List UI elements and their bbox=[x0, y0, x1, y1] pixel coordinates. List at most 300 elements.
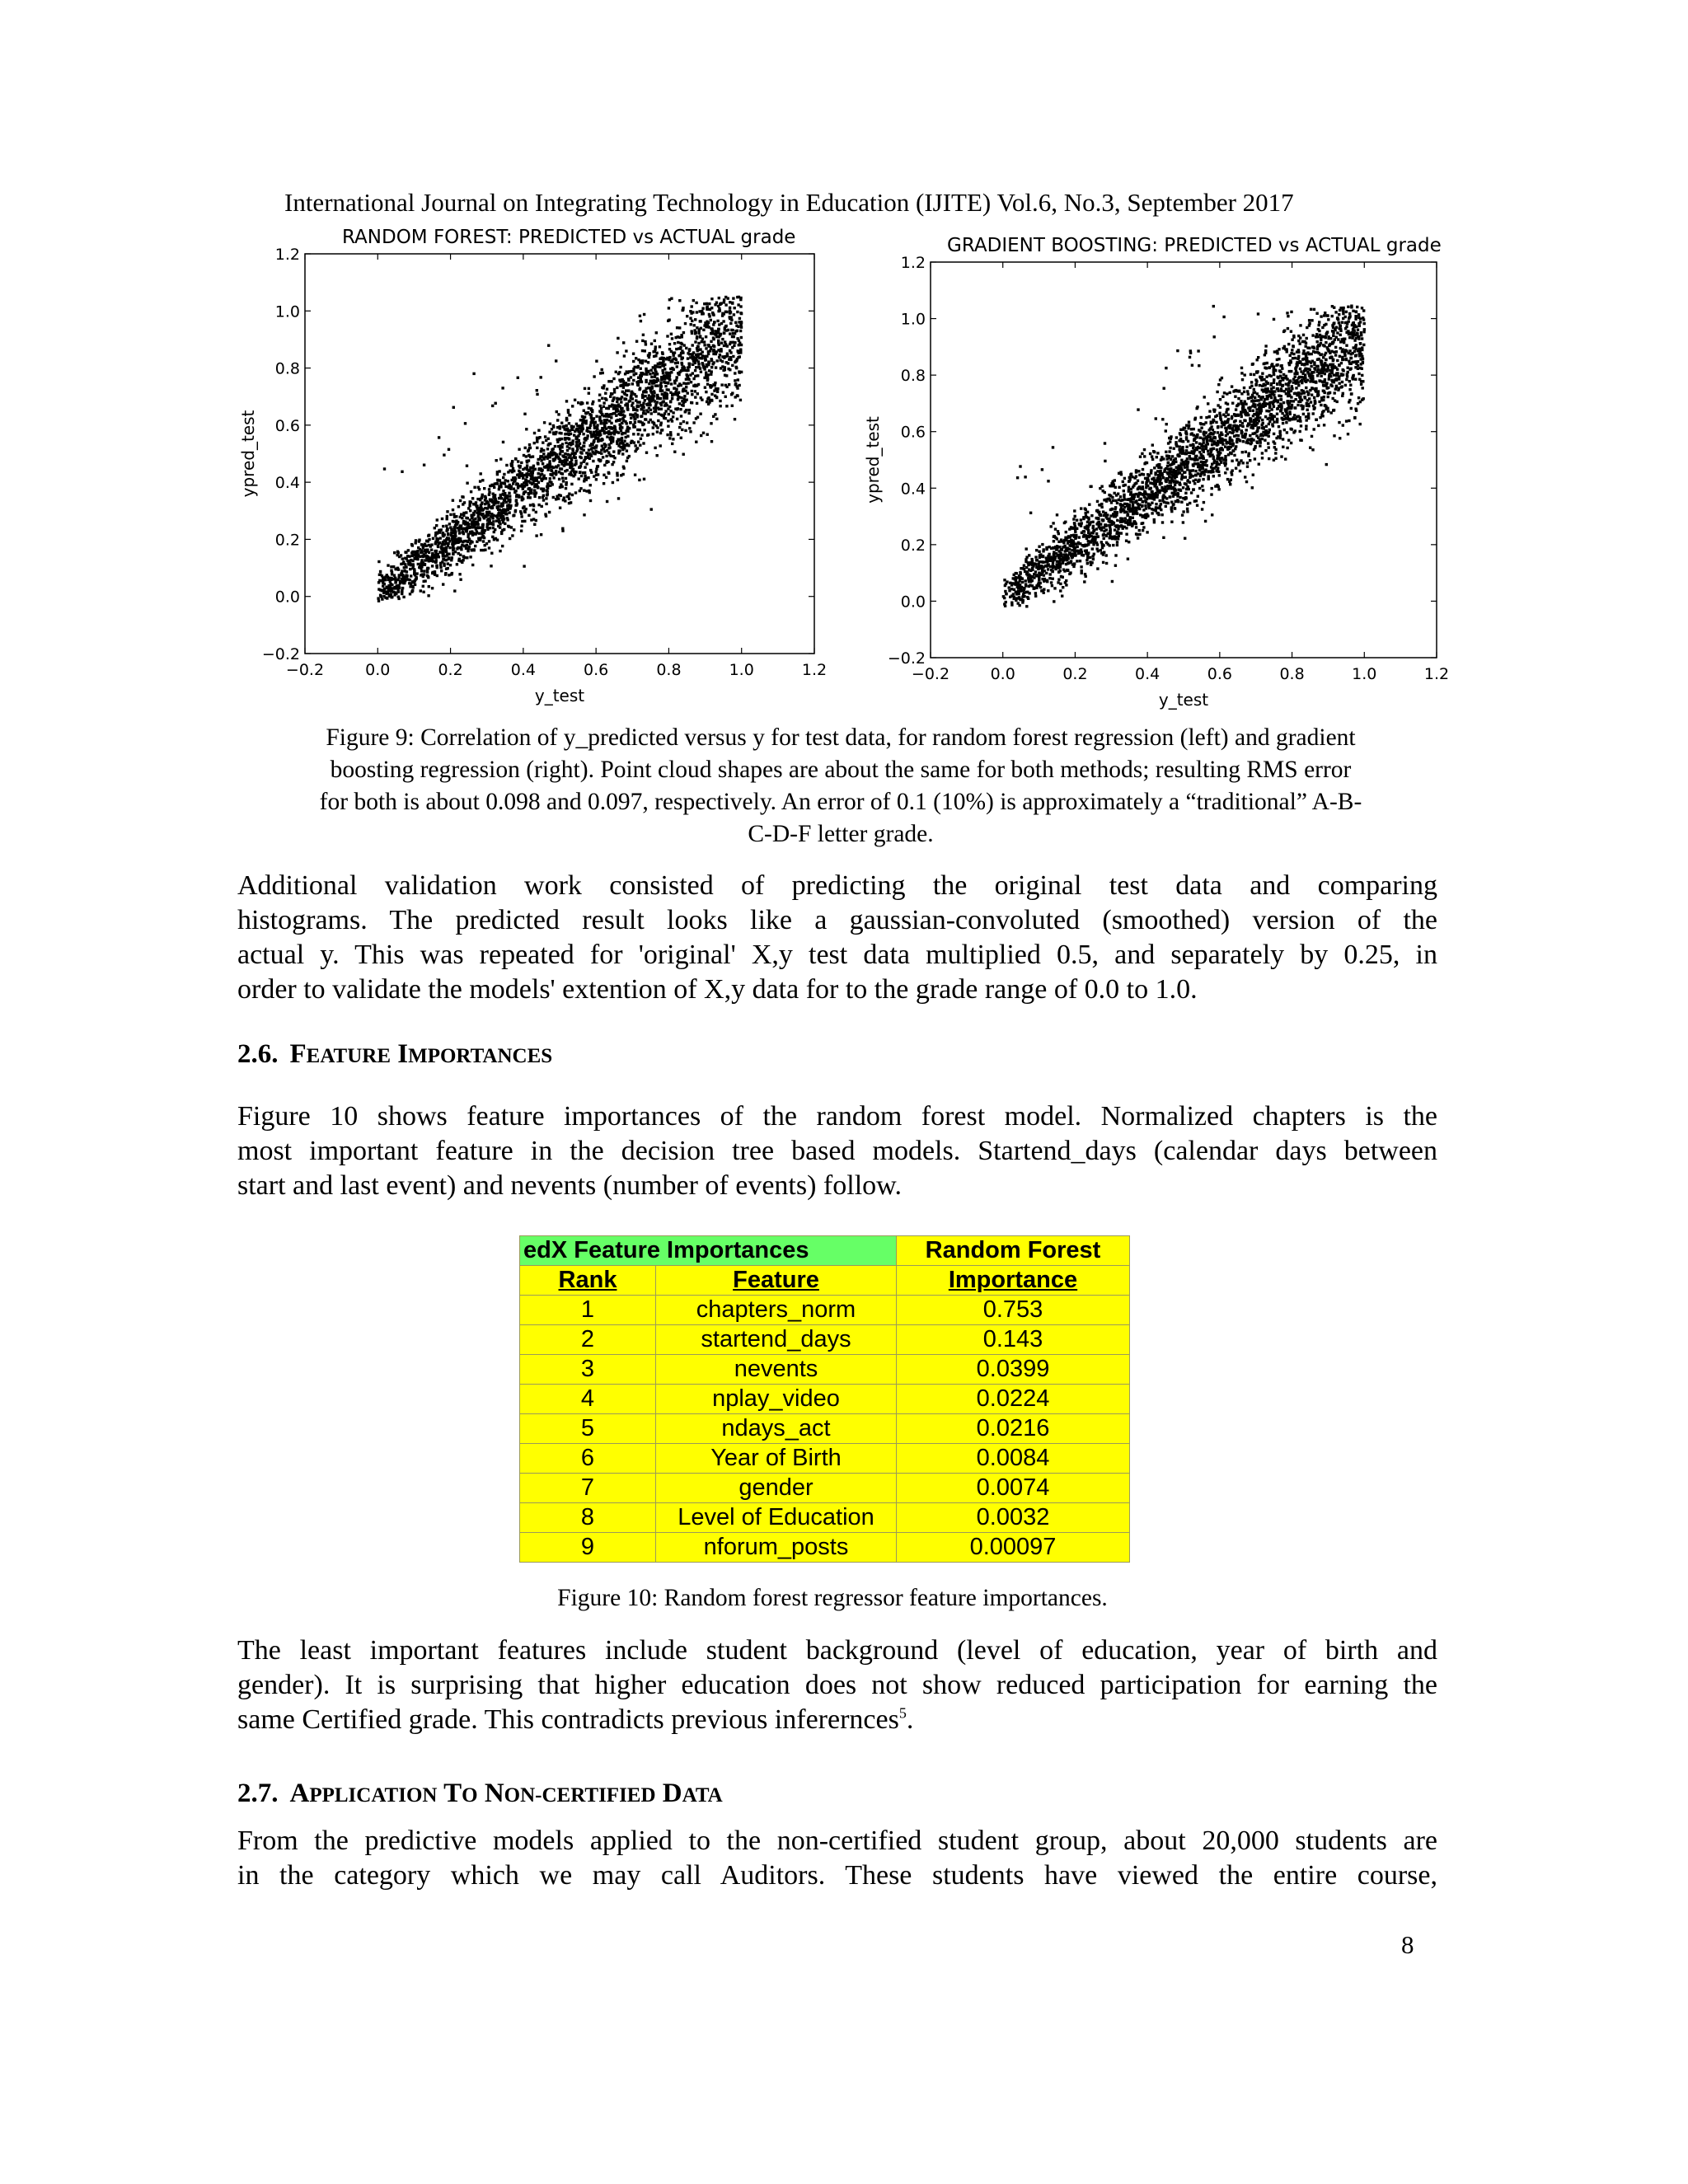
scatter-point bbox=[462, 541, 464, 543]
scatter-point bbox=[484, 544, 486, 546]
scatter-point bbox=[439, 564, 442, 566]
scatter-point bbox=[1119, 503, 1122, 505]
scatter-point bbox=[505, 464, 508, 466]
scatter-point bbox=[1226, 433, 1229, 435]
scatter-point bbox=[440, 546, 443, 548]
scatter-point bbox=[654, 373, 656, 376]
scatter-point bbox=[601, 387, 603, 389]
scatter-point bbox=[1262, 390, 1264, 392]
scatter-point bbox=[1188, 424, 1190, 427]
scatter-point bbox=[606, 500, 608, 503]
scatter-point bbox=[1182, 521, 1184, 523]
scatter-point bbox=[1179, 496, 1181, 499]
scatter-point bbox=[1348, 349, 1351, 352]
scatter-point bbox=[575, 436, 578, 438]
scatter-point bbox=[1338, 377, 1340, 380]
scatter-point bbox=[521, 520, 523, 523]
scatter-point bbox=[585, 490, 588, 492]
scatter-point bbox=[740, 344, 743, 346]
scatter-point bbox=[631, 382, 634, 385]
scatter-point bbox=[462, 514, 465, 517]
scatter-point bbox=[379, 588, 382, 591]
scatter-point bbox=[456, 523, 458, 526]
scatter-point bbox=[513, 528, 515, 531]
scatter-point bbox=[484, 507, 486, 509]
scatter-point bbox=[607, 407, 610, 410]
scatter-point bbox=[1197, 446, 1199, 448]
scatter-point bbox=[525, 428, 528, 430]
scatter-point bbox=[540, 467, 542, 470]
scatter-point bbox=[520, 525, 523, 527]
scatter-point bbox=[1333, 434, 1335, 437]
scatter-point bbox=[654, 354, 657, 357]
scatter-point bbox=[534, 468, 537, 471]
scatter-point bbox=[515, 494, 518, 496]
scatter-point bbox=[439, 537, 442, 539]
scatter-point bbox=[1095, 532, 1098, 535]
scatter-point bbox=[525, 480, 528, 482]
scatter-point bbox=[614, 426, 617, 429]
scatter-point bbox=[1085, 559, 1088, 561]
scatter-point bbox=[624, 383, 626, 386]
scatter-point bbox=[452, 499, 454, 502]
scatter-point bbox=[421, 551, 424, 554]
scatter-point bbox=[426, 559, 429, 561]
scatter-point bbox=[588, 491, 591, 494]
scatter-point bbox=[434, 570, 436, 573]
scatter-point bbox=[588, 457, 591, 460]
scatter-point bbox=[698, 310, 701, 312]
scatter-point bbox=[640, 415, 643, 417]
scatter-point bbox=[710, 332, 713, 335]
scatter-point bbox=[620, 401, 622, 403]
scatter-point bbox=[473, 486, 476, 489]
scatter-point bbox=[571, 405, 574, 407]
scatter-point bbox=[715, 353, 717, 355]
scatter-point bbox=[542, 441, 544, 443]
scatter-point bbox=[1300, 392, 1302, 395]
scatter-point bbox=[1347, 306, 1349, 308]
scatter-point bbox=[1028, 554, 1030, 556]
scatter-point bbox=[639, 444, 641, 447]
scatter-point bbox=[1091, 547, 1094, 550]
scatter-point bbox=[1020, 572, 1022, 574]
scatter-point bbox=[573, 434, 575, 436]
scatter-point bbox=[590, 419, 593, 421]
scatter-point bbox=[1207, 402, 1209, 405]
scatter-point bbox=[1253, 373, 1255, 376]
scatter-point bbox=[678, 396, 680, 398]
scatter-point bbox=[443, 453, 445, 456]
scatter-point bbox=[1053, 540, 1055, 542]
scatter-point bbox=[467, 507, 470, 509]
scatter-point bbox=[1187, 452, 1189, 454]
scatter-point bbox=[636, 401, 639, 403]
scatter-point bbox=[739, 305, 742, 307]
scatter-point bbox=[421, 574, 424, 576]
scatter-point bbox=[648, 407, 650, 410]
scatter-point bbox=[600, 407, 603, 410]
scatter-point bbox=[615, 371, 617, 373]
scatter-point bbox=[406, 570, 408, 573]
scatter-point bbox=[660, 414, 663, 416]
scatter-point bbox=[1236, 404, 1239, 406]
scatter-point bbox=[1047, 480, 1049, 482]
scatter-point bbox=[1179, 445, 1181, 448]
scatter-point bbox=[520, 515, 523, 518]
scatter-point bbox=[424, 563, 426, 565]
scatter-point bbox=[552, 431, 555, 434]
scatter-point bbox=[692, 351, 695, 354]
scatter-point bbox=[1173, 507, 1175, 509]
scatter-point bbox=[492, 527, 495, 529]
scatter-point bbox=[444, 572, 447, 574]
scatter-point bbox=[1348, 336, 1351, 339]
scatter-point bbox=[1003, 579, 1006, 581]
scatter-point bbox=[635, 340, 638, 343]
scatter-point bbox=[637, 441, 640, 443]
scatter-point bbox=[617, 413, 620, 415]
scatter-point bbox=[1311, 334, 1314, 336]
scatter-point bbox=[1268, 429, 1271, 431]
scatter-point bbox=[562, 480, 565, 482]
scatter-point bbox=[492, 504, 495, 506]
scatter-point bbox=[711, 312, 714, 314]
scatter-point bbox=[707, 344, 710, 346]
scatter-point bbox=[1169, 447, 1171, 449]
scatter-point bbox=[1081, 522, 1083, 524]
scatter-point bbox=[1348, 312, 1351, 315]
scatter-point bbox=[566, 458, 569, 461]
scatter-point bbox=[1306, 415, 1309, 418]
scatter-point bbox=[524, 447, 527, 449]
scatter-point bbox=[507, 499, 509, 502]
scatter-point bbox=[713, 321, 715, 323]
scatter-point bbox=[1207, 475, 1210, 477]
scatter-point bbox=[1123, 498, 1126, 500]
scatter-point bbox=[739, 351, 742, 354]
scatter-point bbox=[410, 559, 412, 561]
scatter-point bbox=[1345, 311, 1348, 313]
scatter-point bbox=[681, 356, 683, 359]
scatter-point bbox=[1229, 483, 1231, 485]
scatter-point bbox=[431, 565, 434, 567]
scatter-point bbox=[603, 482, 605, 485]
scatter-point bbox=[716, 387, 719, 390]
scatter-point bbox=[493, 538, 495, 541]
scatter-point bbox=[1035, 566, 1038, 569]
scatter-point bbox=[1203, 501, 1205, 504]
scatter-point bbox=[1276, 352, 1278, 354]
scatter-point bbox=[1216, 391, 1218, 393]
scatter-point bbox=[651, 421, 654, 424]
scatter-point bbox=[625, 389, 627, 391]
scatter-point bbox=[537, 472, 540, 475]
scatter-point bbox=[598, 394, 601, 396]
scatter-point bbox=[438, 555, 440, 558]
scatter-point bbox=[1237, 425, 1240, 428]
scatter-point bbox=[1264, 415, 1267, 418]
scatter-point bbox=[710, 359, 713, 362]
scatter-point bbox=[729, 309, 731, 312]
scatter-point bbox=[560, 422, 563, 424]
scatter-point bbox=[585, 419, 588, 422]
scatter-point bbox=[390, 565, 392, 568]
scatter-point bbox=[397, 596, 400, 598]
scatter-point bbox=[502, 509, 504, 511]
scatter-point bbox=[1175, 443, 1178, 446]
scatter-point bbox=[1334, 311, 1337, 313]
scatter-point bbox=[1054, 527, 1057, 530]
scatter-point bbox=[673, 354, 675, 357]
scatter-point bbox=[452, 544, 454, 546]
scatter-point bbox=[529, 466, 532, 469]
scatter-point bbox=[1348, 399, 1351, 401]
scatter-point bbox=[602, 456, 604, 458]
scatter-point bbox=[441, 560, 443, 563]
scatter-point bbox=[580, 462, 583, 464]
scatter-point bbox=[654, 364, 656, 367]
scatter-point bbox=[535, 511, 537, 513]
scatter-point bbox=[590, 443, 593, 445]
scatter-point bbox=[723, 298, 725, 301]
scatter-point bbox=[694, 375, 696, 377]
scatter-point bbox=[670, 371, 673, 373]
scatter-point bbox=[377, 581, 380, 583]
scatter-point bbox=[702, 365, 705, 368]
scatter-point bbox=[631, 401, 634, 404]
scatter-point bbox=[677, 433, 679, 435]
scatter-point bbox=[1251, 424, 1254, 426]
scatter-point bbox=[1316, 395, 1319, 397]
scatter-point bbox=[1137, 537, 1139, 539]
scatter-point bbox=[485, 526, 488, 528]
scatter-point bbox=[605, 476, 607, 479]
scatter-point bbox=[1122, 504, 1124, 506]
scatter-point bbox=[696, 374, 699, 377]
scatter-point bbox=[720, 342, 723, 344]
scatter-point bbox=[584, 415, 586, 418]
scatter-point bbox=[648, 382, 650, 385]
scatter-point bbox=[734, 341, 736, 344]
scatter-point bbox=[452, 535, 455, 537]
scatter-point bbox=[705, 347, 707, 349]
scatter-point bbox=[490, 516, 493, 518]
scatter-point bbox=[1104, 524, 1107, 527]
scatter-point bbox=[396, 579, 399, 581]
x-tick-label: 1.2 bbox=[801, 661, 828, 679]
scatter-point bbox=[706, 383, 709, 386]
scatter-point bbox=[573, 456, 575, 458]
scatter-point bbox=[1244, 476, 1246, 478]
scatter-point bbox=[1305, 345, 1307, 348]
scatter-point bbox=[609, 413, 612, 415]
scatter-point bbox=[734, 321, 737, 324]
scatter-point bbox=[469, 526, 471, 528]
scatter-point bbox=[528, 469, 530, 471]
scatter-point bbox=[1302, 413, 1305, 415]
scatter-point bbox=[671, 397, 673, 400]
scatter-point bbox=[555, 431, 557, 434]
scatter-point bbox=[425, 556, 428, 559]
scatter-point bbox=[703, 377, 706, 379]
scatter-point bbox=[563, 464, 565, 466]
scatter-point bbox=[660, 408, 663, 410]
scatter-point bbox=[599, 459, 602, 462]
scatter-point bbox=[668, 298, 671, 301]
scatter-point bbox=[1347, 371, 1349, 373]
scatter-point bbox=[381, 598, 383, 600]
scatter-point bbox=[507, 485, 509, 488]
scatter-point bbox=[608, 419, 611, 422]
scatter-point bbox=[661, 351, 663, 354]
scatter-point bbox=[1053, 600, 1055, 602]
scatter-point bbox=[554, 445, 556, 448]
scatter-point bbox=[724, 311, 727, 313]
scatter-point bbox=[1361, 346, 1363, 349]
scatter-point bbox=[642, 442, 645, 444]
scatter-point bbox=[1306, 409, 1309, 411]
scatter-point bbox=[708, 302, 710, 305]
scatter-point bbox=[1246, 466, 1249, 468]
scatter-point bbox=[1308, 360, 1311, 363]
scatter-point bbox=[458, 573, 461, 575]
scatter-point bbox=[730, 393, 733, 396]
scatter-point bbox=[512, 476, 514, 479]
scatter-point bbox=[491, 536, 494, 538]
scatter-point bbox=[402, 596, 405, 598]
scatter-point bbox=[671, 393, 673, 396]
scatter-point bbox=[518, 465, 520, 467]
scatter-point bbox=[445, 559, 448, 561]
scatter-point bbox=[1335, 385, 1338, 387]
scatter-point bbox=[526, 464, 528, 466]
scatter-point bbox=[703, 324, 706, 326]
scatter-point bbox=[401, 471, 403, 473]
scatter-point bbox=[717, 328, 720, 330]
scatter-point bbox=[458, 532, 461, 534]
scatter-point bbox=[1204, 461, 1207, 463]
scatter-point bbox=[691, 320, 693, 322]
scatter-point bbox=[1273, 318, 1275, 321]
scatter-point bbox=[1225, 411, 1227, 414]
scatter-point bbox=[1348, 316, 1351, 318]
scatter-point bbox=[1360, 334, 1362, 336]
scatter-point bbox=[601, 444, 603, 447]
scatter-point bbox=[552, 496, 555, 499]
scatter-point bbox=[593, 424, 595, 426]
scatter-point bbox=[1053, 536, 1055, 538]
scatter-point bbox=[586, 437, 588, 439]
scatter-point bbox=[488, 491, 490, 494]
scatter-point bbox=[496, 479, 499, 481]
scatter-point bbox=[682, 401, 685, 404]
scatter-point bbox=[411, 581, 414, 583]
scatter-point bbox=[626, 394, 628, 396]
scatter-point bbox=[687, 369, 689, 372]
scatter-point bbox=[668, 343, 671, 345]
scatter-point bbox=[664, 417, 667, 419]
scatter-point bbox=[1063, 522, 1066, 524]
scatter-point bbox=[1315, 333, 1318, 335]
scatter-point bbox=[579, 456, 581, 458]
scatter-point bbox=[1046, 580, 1048, 583]
scatter-point bbox=[497, 509, 499, 511]
scatter-point bbox=[528, 443, 531, 446]
scatter-point bbox=[628, 400, 631, 402]
scatter-point bbox=[724, 325, 727, 327]
scatter-point bbox=[545, 503, 547, 505]
scatter-point bbox=[1241, 378, 1244, 381]
scatter-point bbox=[476, 498, 479, 500]
scatter-point bbox=[466, 482, 468, 485]
scatter-point bbox=[395, 593, 397, 595]
scatter-point bbox=[1217, 426, 1219, 429]
scatter-point bbox=[607, 472, 610, 475]
x-tick-label: 0.4 bbox=[510, 661, 536, 679]
scatter-point bbox=[501, 545, 504, 547]
scatter-point bbox=[1333, 373, 1335, 376]
scatter-point bbox=[621, 452, 624, 455]
x-tick-label: −0.2 bbox=[285, 661, 325, 679]
scatter-point bbox=[537, 504, 540, 506]
scatter-point bbox=[409, 579, 411, 581]
scatter-point bbox=[598, 417, 601, 419]
scatter-point bbox=[670, 333, 673, 335]
scatter-point bbox=[704, 355, 706, 358]
scatter-point bbox=[682, 382, 685, 384]
scatter-point bbox=[447, 542, 449, 545]
scatter-point bbox=[1160, 513, 1163, 516]
scatter-point bbox=[1112, 544, 1114, 546]
scatter-point bbox=[543, 421, 546, 424]
scatter-point bbox=[636, 383, 639, 386]
scatter-point bbox=[710, 373, 712, 376]
scatter-point bbox=[595, 471, 598, 473]
scatter-point bbox=[586, 434, 588, 437]
scatter-point bbox=[377, 560, 380, 563]
scatter-point bbox=[1300, 370, 1302, 373]
scatter-point bbox=[539, 455, 542, 457]
scatter-point bbox=[719, 334, 721, 336]
scatter-point bbox=[482, 531, 485, 533]
scatter-point bbox=[656, 454, 659, 457]
scatter-point bbox=[1165, 451, 1167, 453]
scatter-point bbox=[1354, 317, 1357, 320]
scatter-point bbox=[441, 518, 443, 520]
scatter-point bbox=[1184, 537, 1186, 540]
scatter-point bbox=[703, 302, 706, 305]
scatter-point bbox=[649, 373, 651, 375]
scatter-point bbox=[700, 434, 702, 437]
scatter-point bbox=[582, 471, 584, 474]
scatter-point bbox=[1327, 396, 1329, 398]
scatter-point bbox=[465, 523, 467, 525]
scatter-point bbox=[1362, 309, 1365, 312]
scatter-point bbox=[1326, 314, 1329, 316]
scatter-point bbox=[637, 377, 640, 379]
scatter-point bbox=[560, 450, 562, 452]
scatter-point bbox=[467, 533, 470, 536]
scatter-point bbox=[1288, 370, 1291, 373]
scatter-point bbox=[1325, 364, 1328, 367]
scatter-point bbox=[1215, 421, 1217, 424]
scatter-point bbox=[613, 433, 616, 435]
scatter-point bbox=[1225, 401, 1227, 404]
scatter-point bbox=[480, 549, 482, 551]
scatter-point bbox=[396, 551, 399, 553]
scatter-point bbox=[448, 574, 450, 576]
